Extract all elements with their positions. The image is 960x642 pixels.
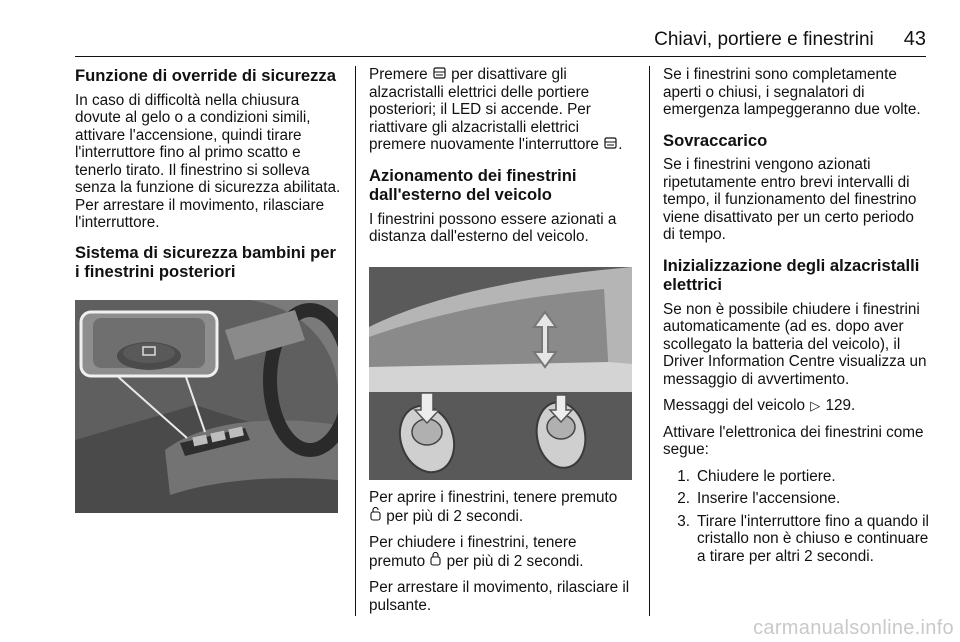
key-lock-icon [430,552,441,568]
column-2-lower [369,489,633,623]
paragraph-init: Se non è possibile chiudere i finestrini automaticamente (ad es. dopo aver scollegato la batteria del veicolo), il Driver Information Centre visualizza un messaggio di avvertimento. [663,300,927,388]
list-item: 1. Chiudere le portiere. [677,467,836,485]
header-rule [75,56,926,57]
paragraph-remote: I finestrini possono essere azionati a distanza dall'esterno del veicolo. [369,210,617,245]
steps-list [663,468,929,566]
paragraph-stop: Per arrestare il movimento, rilasciare il pulsante. [369,579,630,614]
remote-window-drawing [369,267,632,480]
paragraph-override: In caso di difficoltà nella chiusura dovute al gelo o a condizioni simili, attivare l'accensione, quindi tirare l'interruttore fino al primo scatto e tenerlo tirato. Il finestrino si solleva senza la funzione di sicurezza abilitata. Per arrestare il movimento, rilasciare l'interruttore. [75,91,341,231]
paragraph-child-lock: Premere per disattivare gli alzacristalli elettrici delle portiere posteriori; il LED si accende. Per riattivare gli alzacristalli elettrici premere nuovamente l'interruttore . [369,66,623,153]
window-child-lock-icon [604,137,617,151]
paragraph-overload: Se i finestrini vengono azionati ripetutamente entro brevi intervalli di tempo, il funzionamento del finestrino viene disattivato per un certo periodo di tempo. [663,156,917,243]
chapter-title: Chiavi, portiere e finestrini [654,29,874,50]
column-divider [355,66,356,616]
heading-remote: Azionamento dei finestrini dall'esterno del veicolo [369,165,577,204]
page-number: 43 [903,28,926,50]
page-reference-arrow-icon: ▷ [810,398,821,413]
paragraph-messages: Messaggi del veicolo ▷ 129. [663,397,856,414]
watermark: carmanualsonline.info [753,617,954,639]
list-item: 3. Tirare l'interruttore fino a quando il cristallo non è chiuso e continuare a tirare per altri 2 secondi. [677,512,929,565]
paragraph-open: Per aprire i finestrini, tenere premuto per più di 2 secondi. [369,489,618,525]
list-item: 2. Inserire l'accensione. [677,490,841,507]
column-3 [663,66,929,570]
paragraph-activate: Attivare l'elettronica dei finestrini come segue: [663,423,924,458]
door-switch-illustration [75,300,338,513]
column-2 [369,66,633,255]
window-child-lock-icon [433,67,446,81]
paragraph-warn: Se i finestrini sono completamente aperti o chiusi, i segnalatori di emergenza lampeggeranno due volte. [663,66,921,118]
column-1 [75,66,341,288]
page-header [75,28,926,50]
heading-child-lock: Sistema di sicurezza bambini per i finestrini posteriori [75,242,336,281]
heading-init: Inizializzazione degli alzacristalli elettrici [663,255,920,294]
remote-window-illustration [369,267,632,480]
key-unlock-icon [370,507,381,523]
heading-overload: Sovraccarico [663,130,768,150]
column-divider [649,66,650,616]
paragraph-close: Per chiudere i finestrini, tenere premuto per più di 2 secondi. [369,534,584,570]
door-switch-drawing [75,300,338,513]
heading-override: Funzione di override di sicurezza [75,66,336,85]
